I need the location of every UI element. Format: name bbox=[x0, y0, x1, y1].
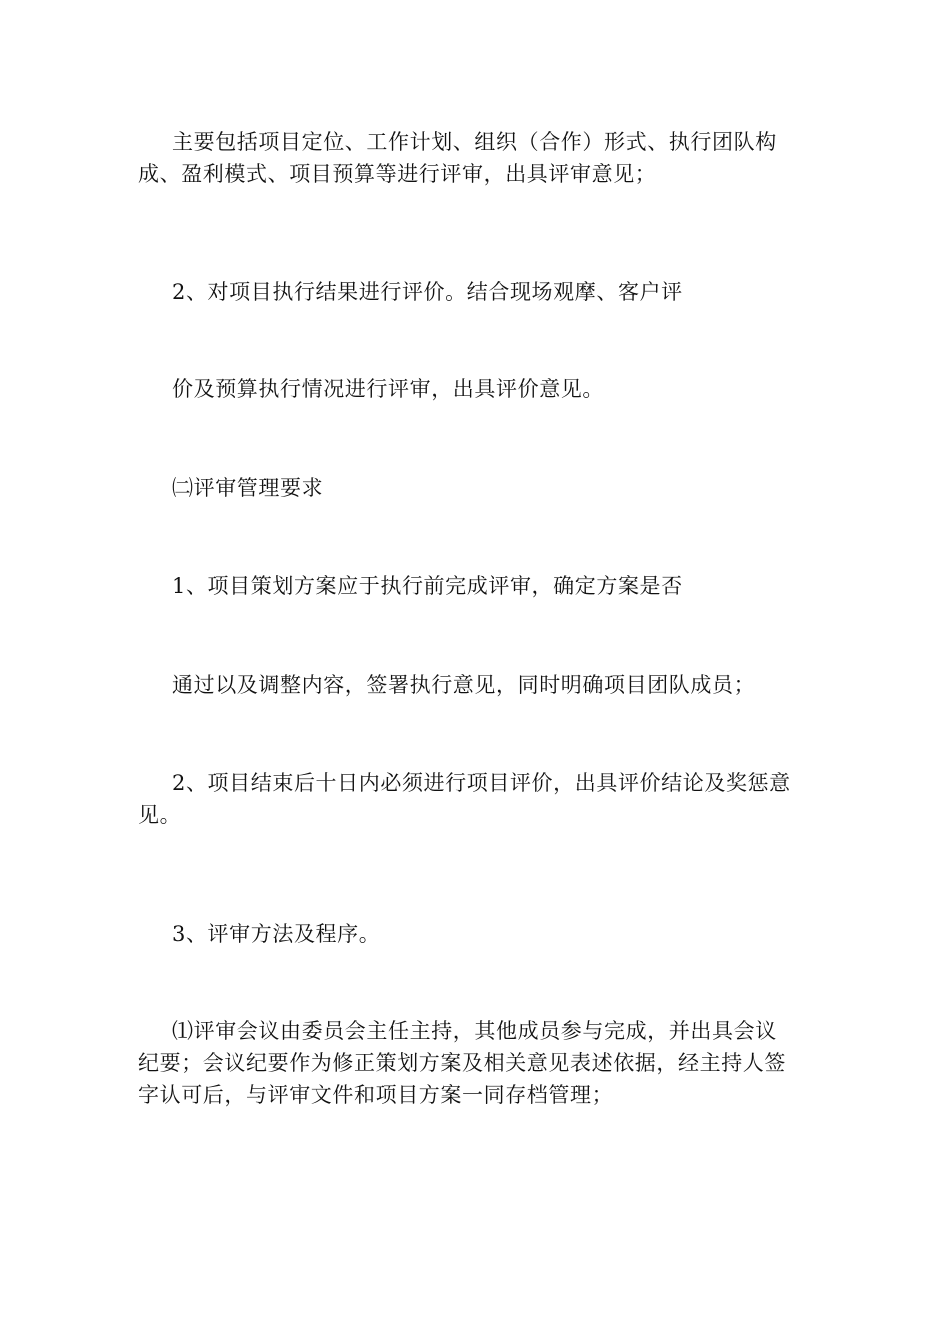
text-line: 2、项目结束后十日内必须进行项目评价，出具评价结论及奖惩意 bbox=[172, 771, 791, 795]
paragraph-review-method bbox=[138, 918, 828, 950]
text-line: ⑴评审会议由委员会主任主持，其他成员参与完成，并出具会议 bbox=[172, 1019, 777, 1043]
text-line: 主要包括项目定位、工作计划、组织（合作）形式、执行团队构 bbox=[172, 130, 777, 154]
text-line: 字认可后，与评审文件和项目方案一同存档管理； bbox=[138, 1083, 614, 1107]
text-line: ㈡评审管理要求 bbox=[172, 476, 324, 500]
text-line: 见。 bbox=[138, 803, 182, 827]
text-line: 成、盈利模式、项目预算等进行评审，出具评审意见； bbox=[138, 162, 657, 186]
text-line: 1、项目策划方案应于执行前完成评审，确定方案是否 bbox=[172, 574, 683, 598]
paragraph-project-scope bbox=[138, 126, 828, 190]
paragraph-post-project-evaluation bbox=[138, 767, 828, 831]
section-heading-review-requirements bbox=[138, 472, 828, 504]
text-line: 价及预算执行情况进行评审，出具评价意见。 bbox=[172, 377, 604, 401]
text-line: 纪要；会议纪要作为修正策划方案及相关意见表述依据，经主持人签 bbox=[138, 1051, 786, 1075]
paragraph-review-meeting bbox=[138, 1015, 828, 1111]
text-line: 3、评审方法及程序。 bbox=[172, 922, 381, 946]
text-line: 通过以及调整内容，签署执行意见，同时明确项目团队成员； bbox=[172, 673, 756, 697]
paragraph-budget-review bbox=[138, 373, 828, 405]
paragraph-result-evaluation bbox=[138, 276, 828, 308]
paragraph-plan-review-continued bbox=[138, 669, 828, 701]
text-line: 2、对项目执行结果进行评价。结合现场观摩、客户评 bbox=[172, 280, 683, 304]
paragraph-plan-review bbox=[138, 570, 828, 602]
